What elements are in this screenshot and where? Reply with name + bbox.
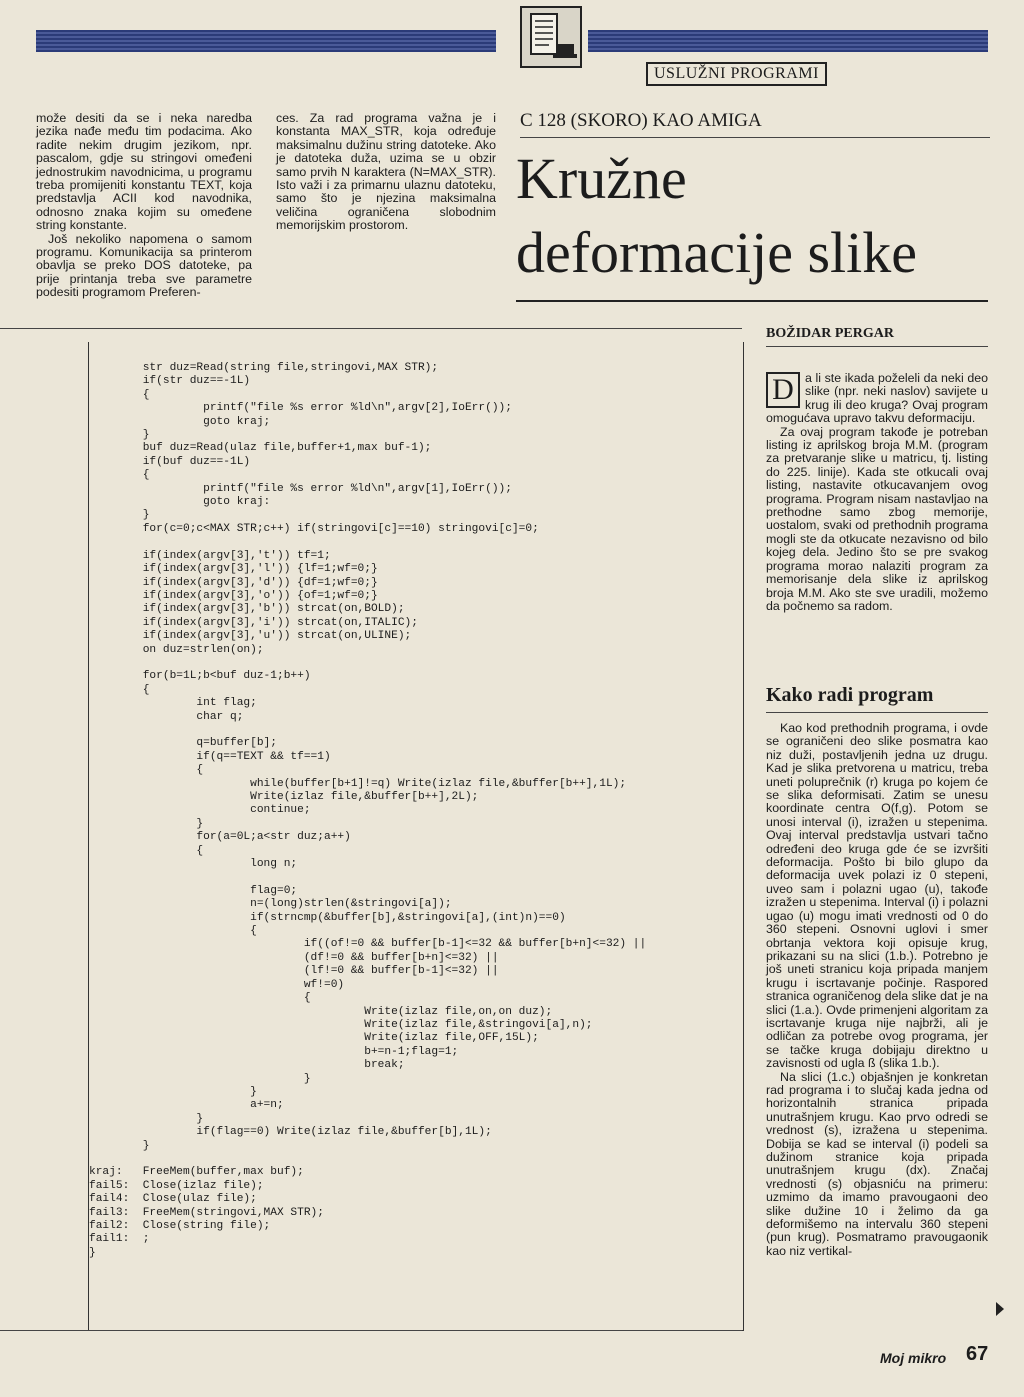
code-line: fail3: FreeMem(stringovi,MAX STR);: [89, 1206, 324, 1219]
code-line: if(index(argv[3],'d')) {df=1;wf=0;}: [89, 576, 378, 589]
code-line: Write(izlaz file,OFF,15L);: [89, 1032, 539, 1045]
code-line: }: [89, 1139, 150, 1152]
header-bar-right: [588, 30, 988, 52]
code-line: }: [89, 817, 204, 830]
code-listing-frame: [88, 342, 744, 1331]
code-line: if(index(argv[3],'b')) strcat(on,BOLD);: [89, 603, 405, 616]
code-line: }: [89, 1072, 311, 1085]
page-divider: [0, 328, 742, 329]
left-column-text: može desiti da se i neka naredba jezika nađe među tim podacima. Ako radite nekim drugim jezikom, npr. pascalom, gdje su stringovi omeđeni jednostrukim navodnicima, u programu treba promijeniti konstantu TEXT, koja predstavlja ACII kod navodnika, odnosno znaka kojim su omeđene string konstante.: [36, 111, 252, 233]
middle-column: [276, 112, 496, 233]
code-line: }: [89, 1246, 96, 1259]
code-line: }: [89, 1085, 257, 1098]
code-line: long n;: [89, 858, 298, 871]
code-line: if(index(argv[3],'l')) {lf=1;wf=0;}: [89, 563, 378, 576]
header-bar-left: [36, 30, 496, 52]
code-line: continue;: [89, 804, 311, 817]
right-column-body: [766, 722, 988, 1258]
code-line: {: [89, 388, 150, 401]
author: BOŽIDAR PERGAR: [766, 326, 894, 341]
code-line: break;: [89, 1059, 405, 1072]
intro-text: a li ste ikada poželeli da neki deo slike (npr. neki naslov) savijete u krug ili deo kruga? Ovaj program omogućava upravo takvu deformaciju.: [766, 371, 988, 426]
code-line: for(b=1L;b<buf duz-1;b++): [89, 670, 311, 683]
code-line: flag=0;: [89, 884, 298, 897]
code-line: int flag;: [89, 697, 257, 710]
code-line: {: [89, 683, 150, 696]
code-line: if(strncmp(&buffer[b],&stringovi[a],(int)n)==0): [89, 911, 566, 924]
code-line: fail1: ;: [89, 1233, 150, 1246]
code-line: if(flag==0) Write(izlaz file,&buffer[b],1L);: [89, 1126, 492, 1139]
code-line: if((of!=0 && buffer[b-1]<=32 && buffer[b+n]<=32) ||: [89, 938, 647, 951]
code-listing: [89, 342, 743, 1260]
right-column-intro: [766, 372, 988, 613]
code-line: goto kraj;: [89, 415, 271, 428]
footer-magazine: Moj mikro: [880, 1350, 947, 1366]
code-line: q=buffer[b];: [89, 737, 277, 750]
code-bottom-rule: [0, 1330, 742, 1331]
para-4: Na slici (1.c.) objašnjen je konkretan rad programa i to slučaj kada jedna od horizontalnih stranica pripada unutrašnjem krugu. Kao prvo odredi se vrednost (s), izražena u stepenima. Dobija se kad se interval (i) podeli sa dužinom stranice koja pripada unutrašnjem krugu (dx). Značaj vrednosti (s) objasniću na primeru: uzmimo da imamo pravougaoni deo slike dužine 10 i želimo da ga deformišemo na intervalu 360 stepeni (pun krug). Posmatramo pravougaonik kao niz vertikal-: [766, 1069, 988, 1258]
code-line: Write(izlaz file,&stringovi[a],n);: [89, 1018, 593, 1031]
code-line: }: [89, 509, 150, 522]
code-line: if(q==TEXT && tf==1): [89, 750, 331, 763]
code-line: if(buf duz==-1L): [89, 455, 251, 468]
code-line: if(index(argv[3],'i')) strcat(on,ITALIC);: [89, 616, 418, 629]
code-line: for(a=0L;a<str duz;a++): [89, 831, 351, 844]
code-line: {: [89, 764, 204, 777]
code-line: (df!=0 && buffer[b+n]<=32) ||: [89, 951, 499, 964]
code-line: printf("file %s error %ld\n",argv[2],IoErr());: [89, 402, 512, 415]
code-line: Write(izlaz file,on,on duz);: [89, 1005, 553, 1018]
code-line: n=(long)strlen(&stringovi[a]);: [89, 898, 452, 911]
code-line: char q;: [89, 710, 244, 723]
author-rule: [766, 346, 988, 347]
code-line: if(index(argv[3],'u')) strcat(on,ULINE);: [89, 630, 412, 643]
code-line: kraj: FreeMem(buffer,max buf);: [89, 1166, 304, 1179]
code-line: buf duz=Read(ulaz file,buffer+1,max buf-1);: [89, 442, 432, 455]
code-line: if(str duz==-1L): [89, 375, 251, 388]
left-column: [36, 112, 252, 300]
code-line: for(c=0;c<MAX STR;c++) if(stringovi[c]==10) stringovi[c]=0;: [89, 522, 539, 535]
kicker-rule: [520, 137, 990, 138]
subhead: Kako radi program: [766, 684, 934, 706]
document-computer-icon: [520, 6, 582, 68]
left-column-text-2: Još nekoliko napomena o samom programu. Komunikacija sa printerom obavlja se preko DOS datoteke, pa prije printanja treba sve parametre podesiti programom Preferen-: [36, 231, 252, 300]
code-line: wf!=0): [89, 978, 345, 991]
code-line: if(index(argv[3],'t')) tf=1;: [89, 549, 331, 562]
code-line: printf("file %s error %ld\n",argv[1],IoErr());: [89, 482, 512, 495]
code-line: on duz=strlen(on);: [89, 643, 264, 656]
code-line: if(index(argv[3],'o')) {of=1;wf=0;}: [89, 589, 378, 602]
dropcap: D: [766, 372, 800, 408]
code-line: }: [89, 1112, 204, 1125]
code-line: str duz=Read(string file,stringovi,MAX STR);: [89, 362, 439, 374]
code-line: fail4: Close(ulaz file);: [89, 1193, 257, 1206]
code-line: {: [89, 992, 311, 1005]
middle-column-text: ces. Za rad programa važna je i konstanta MAX_STR, koja određuje maksimalnu dužinu string datoteke. Ako je datoteka duža, uzima se u obzir samo prvih N karaktera (N=MAX_STR). Isto važi i za primarnu ulaznu datoteku, samo što je njezina maksimalna veličina ograničena slobodnim memorijskim prostorom.: [276, 111, 496, 233]
article-title-line2: deformacije slike: [516, 220, 917, 285]
code-line: fail5: Close(izlaz file);: [89, 1179, 264, 1192]
footer-page-number: 67: [966, 1343, 989, 1365]
subhead-rule: [766, 712, 988, 713]
code-line: Write(izlaz file,&buffer[b++],2L);: [89, 791, 479, 803]
code-line: {: [89, 469, 150, 482]
para-2: Za ovaj program takođe je potreban listing iz aprilskog broja M.M. (program za pretvaranje slike u matricu, tj. listing do 225. linije). Kada ste otkucali ovaj listing, nastavite otkucavanjem ovog programa. Program nisam nastavljao na prethodne samo zbog memorije, uostalom, svaki od prethodnih programa mogli ste da otkucate nezavisno od bilo kojeg dela. Jedino što se pre svakog programa morao nalaziti program za memorisanje dela slike iz aprilskog broja M.M. Ako ste sve uradili, možemo da počnemo sa radom.: [766, 424, 988, 613]
code-line: {: [89, 844, 204, 857]
continue-arrow-icon: [996, 1302, 1004, 1316]
title-rule: [516, 300, 988, 302]
article-title-line1: Kružne: [516, 146, 687, 211]
code-line: fail2: Close(string file);: [89, 1220, 271, 1232]
para-3: Kao kod prethodnih programa, i ovde se ograničeni deo slike posmatra kao niz duži, postavljenih jedna uz drugu. Kad je slika pretvorena u matricu, treba uneti poluprečnik (r) kruga po kojem će se slika deformisati. Zatim se unesu koordinate centra O(f,g). Potom se unosi interval (i), izražen u stepenima. Ovaj interval predstavlja ustvari tačno određeni deo kruga gde će se izvršiti deformacija. Pošto bi bilo glupo da deformacija uvek polazi iz 0 stepeni, uveo sam i polazni ugao (u), takođe izražen u stepenima. Interval (i) i polazni ugao (u) mogu imati vrednosti od 0 do 360 stepeni. Osnovni uglovi i smer obrtanja vektora koji opisuje krug, prikazani su na slici (1.b.). Potrebno je još uneti stranicu koja pripada manjem krugu i iscrtavanje počinje. Raspored stranica ograničenog dela slike dat je na slici (1.a.). Ovde primenjeni algoritam za iscrtavanje kruga nije najbrži, ali je odličan za potrebe ovog programa, jer se tačke kruga dobijaju direktno u zavisnosti od ugla ß (slika 1.b.).: [766, 721, 988, 1071]
code-line: b+=n-1;flag=1;: [89, 1045, 459, 1058]
code-line: a+=n;: [89, 1099, 284, 1112]
code-line: }: [89, 429, 150, 442]
code-line: {: [89, 925, 257, 938]
article-kicker: C 128 (SKORO) KAO AMIGA: [520, 110, 762, 131]
code-line: (lf!=0 && buffer[b-1]<=32) ||: [89, 965, 499, 978]
section-tag: USLUŽNI PROGRAMI: [646, 62, 827, 86]
code-line: goto kraj:: [89, 496, 271, 509]
code-line: while(buffer[b+1]!=q) Write(izlaz file,&buffer[b++],1L);: [89, 777, 627, 790]
